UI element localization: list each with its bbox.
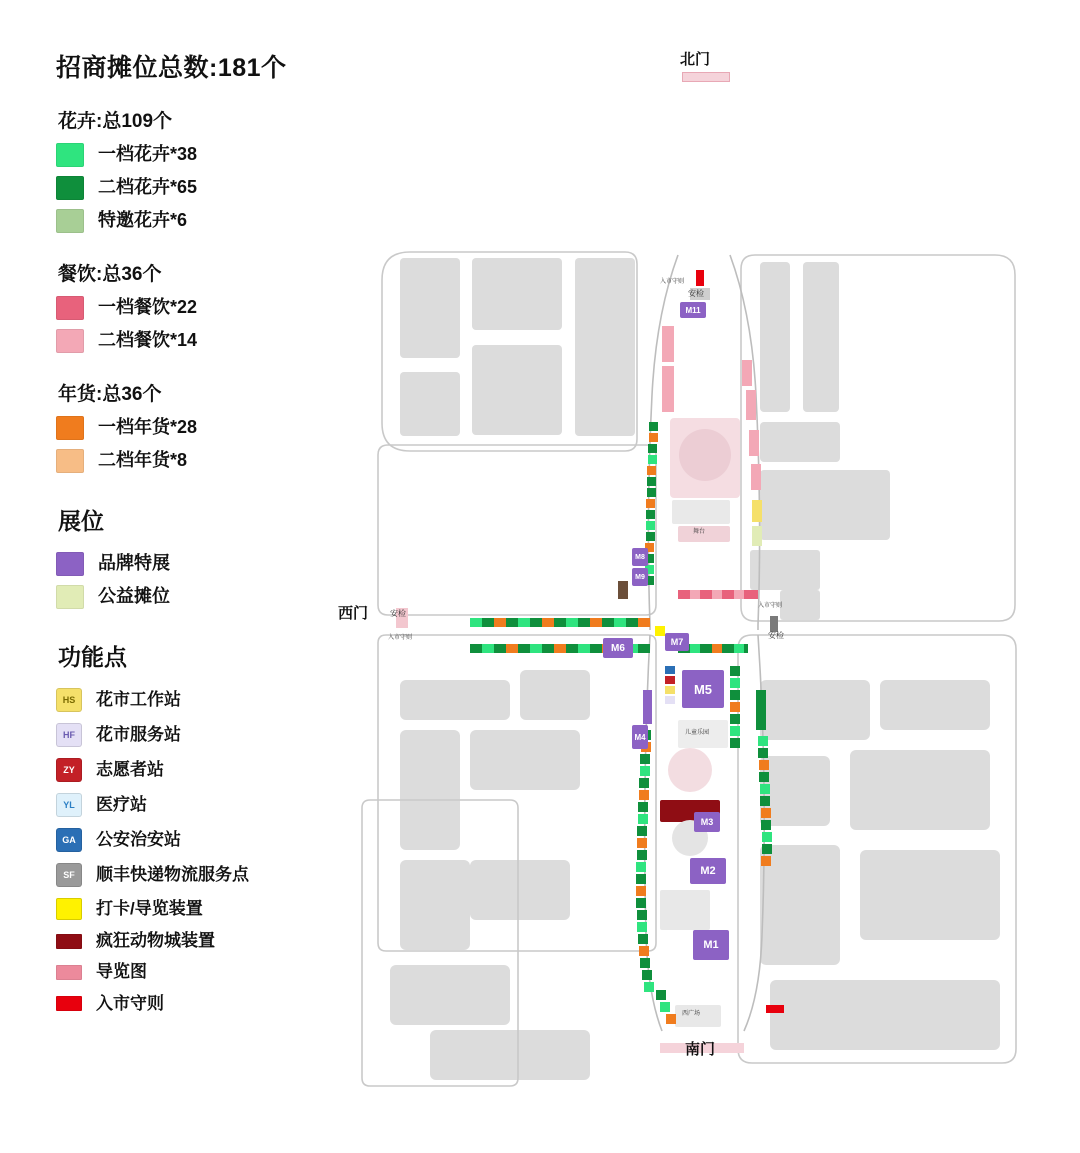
legend-group-heading: 年货:总36个: [58, 384, 162, 405]
map-label-entryrules-west: 入市守则: [388, 635, 413, 641]
legend-item-volunteer: [56, 758, 356, 782]
legend-group-newyear: [56, 379, 356, 473]
legend-section-heading: 功能点: [58, 644, 127, 670]
map-block-m1[interactable]: M1: [693, 930, 729, 960]
legend-item-label: 一档年货*28: [98, 417, 198, 438]
legend-item-catering-tier1: [56, 296, 356, 320]
legend-item-label: 二档餐饮*14: [98, 330, 198, 351]
legend-item-police: [56, 828, 356, 852]
map-buildings: [380, 255, 1000, 1080]
legend-item-label: 公安治安站: [96, 829, 181, 849]
color-swatch: [56, 965, 82, 980]
map-block-m5[interactable]: M5: [682, 670, 724, 708]
legend-item-label: 疯狂动物城装置: [96, 931, 215, 950]
legend-item-label: 花市工作站: [96, 689, 181, 709]
map-block-m11[interactable]: M11: [680, 302, 706, 318]
sf-icon: SF: [56, 863, 82, 887]
page-title: 招商摊位总数:181个: [56, 54, 287, 82]
legend-item-label: 公益摊位: [98, 586, 170, 607]
zy-icon: ZY: [56, 758, 82, 782]
legend-group-catering: [56, 259, 356, 353]
color-swatch: [56, 209, 84, 233]
gate-label-north: 北门: [680, 51, 711, 68]
legend-item-medical: [56, 793, 356, 817]
legend-item-label: 顺丰快递物流服务点: [96, 864, 249, 884]
legend-item-label: 特邀花卉*6: [98, 210, 188, 231]
legend-item-label: 品牌特展: [98, 553, 170, 574]
color-swatch: [56, 996, 82, 1011]
legend-item-checkin-device: [56, 898, 356, 920]
legend-item-catering-tier2: [56, 329, 356, 353]
map-label-entryrules-north: 入市守则: [660, 279, 685, 285]
gate-label-west: 西门: [338, 605, 369, 622]
legend-item-flower-special: [56, 209, 356, 233]
color-swatch: [56, 552, 84, 576]
legend-section-function: [56, 639, 356, 1014]
legend-item-sf-express: [56, 863, 356, 887]
legend-item-label: 打卡/导览装置: [96, 898, 203, 918]
map-outlines: [362, 252, 1016, 1086]
legend-item-flower-tier1: [56, 143, 356, 167]
color-swatch: [56, 416, 84, 440]
legend-item-zootopia-device: [56, 931, 356, 951]
ga-icon: GA: [56, 828, 82, 852]
legend-section-heading: 展位: [58, 508, 104, 534]
map-label-stage: 舞台: [693, 529, 706, 535]
legend-item-label: 入市守则: [96, 993, 164, 1013]
map-block-m3[interactable]: M3: [694, 812, 720, 832]
legend-item-brand-exhibit: [56, 552, 356, 576]
legend-group-flowers: [56, 106, 356, 233]
north-gate-bar: [682, 72, 730, 82]
legend-item-label: 一档餐饮*22: [98, 297, 198, 318]
legend-item-label: 导览图: [96, 962, 147, 982]
legend-item-label: 二档年货*8: [98, 450, 188, 471]
hf-icon: HF: [56, 723, 82, 747]
color-swatch: [56, 329, 84, 353]
legend-item-guide-map: [56, 962, 356, 982]
color-swatch: [56, 934, 82, 949]
map-label-west-plaza: 西广场: [682, 1011, 701, 1017]
legend-item-label: 医疗站: [96, 794, 147, 814]
site-map: [338, 30, 1060, 1120]
color-swatch: [56, 585, 84, 609]
color-swatch: [56, 296, 84, 320]
color-swatch: [56, 898, 82, 920]
map-block-m6[interactable]: M6: [603, 638, 633, 658]
legend-item-label: 二档花卉*65: [98, 177, 198, 198]
map-label-kids-area: 儿童乐园: [685, 730, 710, 736]
map-label-entryrules-east: 入市守则: [758, 603, 783, 609]
legend-item-entry-rules: [56, 994, 356, 1014]
legend-item-label: 志愿者站: [96, 759, 164, 779]
legend-item-label: 花市服务站: [96, 724, 181, 744]
map-block-m4[interactable]: M4: [632, 725, 648, 749]
yl-icon: YL: [56, 793, 82, 817]
map-block-m8[interactable]: M8: [632, 548, 648, 566]
legend-section-booth: [56, 503, 356, 609]
legend-group-heading: 餐饮:总36个: [58, 264, 162, 285]
color-swatch: [56, 449, 84, 473]
map-block-m2[interactable]: M2: [690, 858, 726, 884]
map-label-security-west: 安检: [390, 609, 406, 618]
legend-group-heading: 花卉:总109个: [58, 111, 173, 132]
color-swatch: [56, 176, 84, 200]
legend-item-newyear-tier2: [56, 449, 356, 473]
gate-label-south: 南门: [685, 1041, 716, 1058]
hs-icon: HS: [56, 688, 82, 712]
legend-item-label: 一档花卉*38: [98, 144, 198, 165]
legend-item-flower-tier2: [56, 176, 356, 200]
map-label-security-east: 安检: [768, 631, 784, 640]
legend-item-servicestation: [56, 723, 356, 747]
map-block-m9[interactable]: M9: [632, 568, 648, 586]
legend-panel: [56, 48, 356, 1030]
legend-item-newyear-tier1: [56, 416, 356, 440]
color-swatch: [56, 143, 84, 167]
map-label-security-north: 安检: [688, 289, 704, 298]
legend-item-workstation: [56, 688, 356, 712]
legend-item-public-welfare: [56, 585, 356, 609]
map-block-m7[interactable]: M7: [665, 633, 689, 651]
